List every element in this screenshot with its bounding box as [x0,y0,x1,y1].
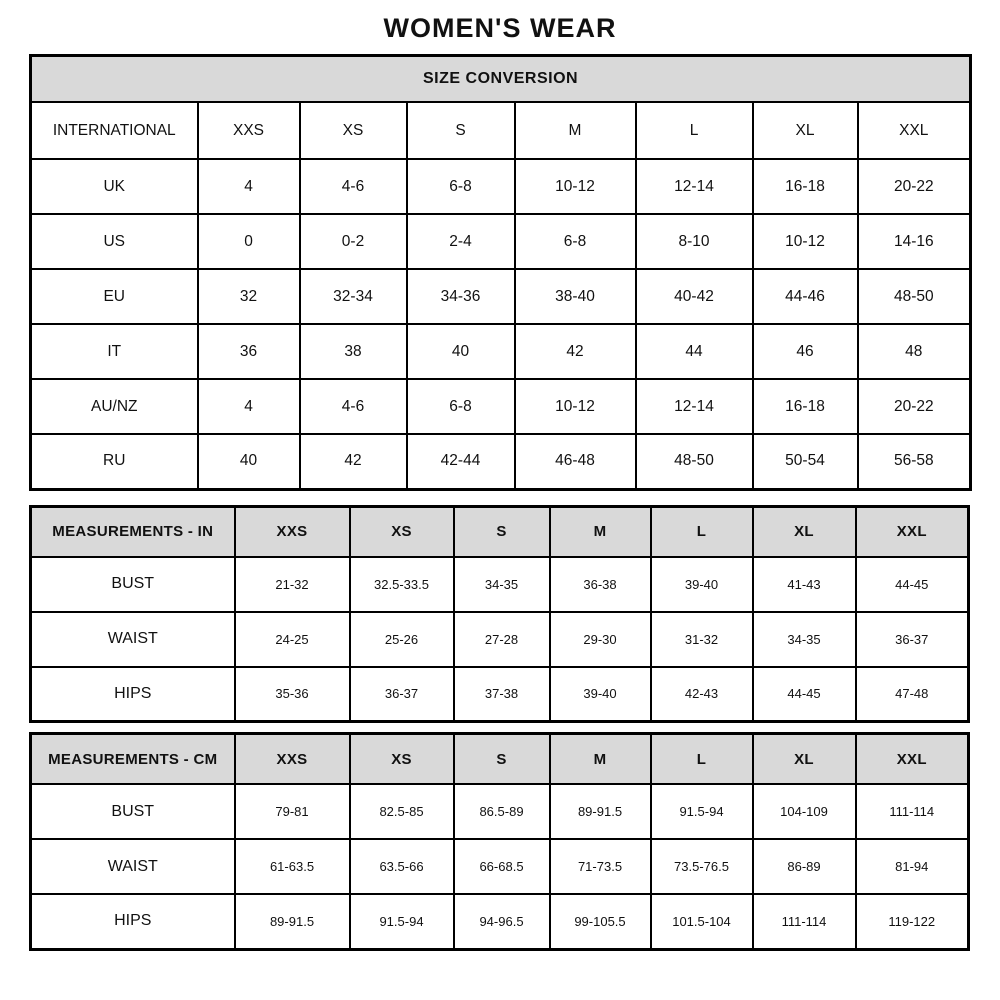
value-cell: 111-114 [856,784,969,839]
value-cell: 46 [753,324,858,379]
value-cell: 35-36 [235,667,350,722]
value-cell: 36-38 [550,557,651,612]
column-header-s: S [407,102,515,159]
measurements-in-row-hips [31,667,969,722]
value-cell: 86.5-89 [454,784,550,839]
column-header-xxl: XXL [858,102,971,159]
value-cell: 4 [198,159,300,214]
row-label-waist: WAIST [31,839,235,894]
value-cell: 12-14 [636,379,753,434]
value-cell: 44-45 [856,557,969,612]
value-cell: 16-18 [753,159,858,214]
value-cell: 32 [198,269,300,324]
size-conversion-row-eu [31,269,971,324]
measurements-cm-body [31,784,969,949]
value-cell: 47-48 [856,667,969,722]
measurements-in-body [31,557,969,722]
value-cell: 12-14 [636,159,753,214]
value-cell: 37-38 [454,667,550,722]
size-conversion-row-au-nz [31,379,971,434]
value-cell: 39-40 [550,667,651,722]
measurements-in-header-row [31,506,969,557]
value-cell: 104-109 [753,784,856,839]
size-chart-page [0,13,1000,951]
column-header-international: INTERNATIONAL [31,102,198,159]
measurements-cm-row-waist [31,839,969,894]
value-cell: 50-54 [753,434,858,489]
value-cell: 20-22 [858,159,971,214]
column-header-xl: XL [753,102,858,159]
value-cell: 20-22 [858,379,971,434]
column-header-xl: XL [753,734,856,785]
value-cell: 46-48 [515,434,636,489]
value-cell: 16-18 [753,379,858,434]
row-label-us: US [31,214,198,269]
value-cell: 34-36 [407,269,515,324]
value-cell: 89-91.5 [550,784,651,839]
row-label-it: IT [31,324,198,379]
value-cell: 38-40 [515,269,636,324]
value-cell: 0-2 [300,214,407,269]
value-cell: 44-45 [753,667,856,722]
column-header-xl: XL [753,506,856,557]
value-cell: 71-73.5 [550,839,651,894]
value-cell: 4-6 [300,379,407,434]
value-cell: 44 [636,324,753,379]
value-cell: 36-37 [856,612,969,667]
measurements-cm-table [29,732,970,951]
column-header-m: M [550,734,651,785]
value-cell: 21-32 [235,557,350,612]
value-cell: 91.5-94 [350,894,454,949]
size-conversion-row-ru [31,434,971,489]
value-cell: 81-94 [856,839,969,894]
value-cell: 10-12 [515,379,636,434]
size-conversion-body [31,159,971,489]
value-cell: 36-37 [350,667,454,722]
value-cell: 4-6 [300,159,407,214]
value-cell: 63.5-66 [350,839,454,894]
column-header-s: S [454,734,550,785]
value-cell: 36 [198,324,300,379]
size-conversion-row-us [31,214,971,269]
value-cell: 99-105.5 [550,894,651,949]
size-conversion-title: SIZE CONVERSION [31,56,971,103]
value-cell: 31-32 [651,612,753,667]
value-cell: 101.5-104 [651,894,753,949]
value-cell: 25-26 [350,612,454,667]
column-header-xxs: XXS [235,734,350,785]
measurements-in-table [29,505,970,724]
value-cell: 34-35 [753,612,856,667]
value-cell: 111-114 [753,894,856,949]
row-label-hips: HIPS [31,894,235,949]
value-cell: 40-42 [636,269,753,324]
column-header-xxs: XXS [198,102,300,159]
value-cell: 29-30 [550,612,651,667]
value-cell: 86-89 [753,839,856,894]
value-cell: 56-58 [858,434,971,489]
value-cell: 0 [198,214,300,269]
value-cell: 24-25 [235,612,350,667]
value-cell: 39-40 [651,557,753,612]
column-header-xxl: XXL [856,734,969,785]
value-cell: 6-8 [407,159,515,214]
value-cell: 34-35 [454,557,550,612]
measurements-in-title: MEASUREMENTS - IN [31,506,235,557]
column-header-s: S [454,506,550,557]
value-cell: 2-4 [407,214,515,269]
measurements-cm-title: MEASUREMENTS - CM [31,734,235,785]
value-cell: 32.5-33.5 [350,557,454,612]
value-cell: 82.5-85 [350,784,454,839]
value-cell: 14-16 [858,214,971,269]
value-cell: 42-44 [407,434,515,489]
value-cell: 61-63.5 [235,839,350,894]
column-header-l: L [651,734,753,785]
row-label-ru: RU [31,434,198,489]
row-label-waist: WAIST [31,612,235,667]
value-cell: 8-10 [636,214,753,269]
value-cell: 38 [300,324,407,379]
value-cell: 32-34 [300,269,407,324]
size-conversion-column-header-row [31,102,971,159]
size-conversion-row-it [31,324,971,379]
value-cell: 42-43 [651,667,753,722]
measurements-cm-row-hips [31,894,969,949]
value-cell: 10-12 [515,159,636,214]
row-label-uk: UK [31,159,198,214]
page-title: WOMEN'S WEAR [383,13,617,43]
value-cell: 79-81 [235,784,350,839]
value-cell: 27-28 [454,612,550,667]
value-cell: 48-50 [858,269,971,324]
size-conversion-title-row [31,56,971,103]
value-cell: 40 [198,434,300,489]
value-cell: 89-91.5 [235,894,350,949]
value-cell: 48-50 [636,434,753,489]
column-header-m: M [550,506,651,557]
value-cell: 44-46 [753,269,858,324]
value-cell: 42 [300,434,407,489]
row-label-bust: BUST [31,557,235,612]
value-cell: 42 [515,324,636,379]
column-header-m: M [515,102,636,159]
value-cell: 91.5-94 [651,784,753,839]
size-conversion-table [29,54,972,491]
row-label-hips: HIPS [31,667,235,722]
value-cell: 73.5-76.5 [651,839,753,894]
column-header-l: L [651,506,753,557]
value-cell: 10-12 [753,214,858,269]
column-header-l: L [636,102,753,159]
value-cell: 66-68.5 [454,839,550,894]
value-cell: 119-122 [856,894,969,949]
row-label-au-nz: AU/NZ [31,379,198,434]
measurements-in-row-bust [31,557,969,612]
measurements-in-row-waist [31,612,969,667]
column-header-xs: XS [300,102,407,159]
column-header-xxl: XXL [856,506,969,557]
value-cell: 94-96.5 [454,894,550,949]
value-cell: 6-8 [407,379,515,434]
measurements-cm-header-row [31,734,969,785]
value-cell: 48 [858,324,971,379]
value-cell: 4 [198,379,300,434]
row-label-eu: EU [31,269,198,324]
measurements-cm-row-bust [31,784,969,839]
column-header-xxs: XXS [235,506,350,557]
value-cell: 40 [407,324,515,379]
row-label-bust: BUST [31,784,235,839]
value-cell: 6-8 [515,214,636,269]
size-conversion-row-uk [31,159,971,214]
value-cell: 41-43 [753,557,856,612]
column-header-xs: XS [350,734,454,785]
column-header-xs: XS [350,506,454,557]
